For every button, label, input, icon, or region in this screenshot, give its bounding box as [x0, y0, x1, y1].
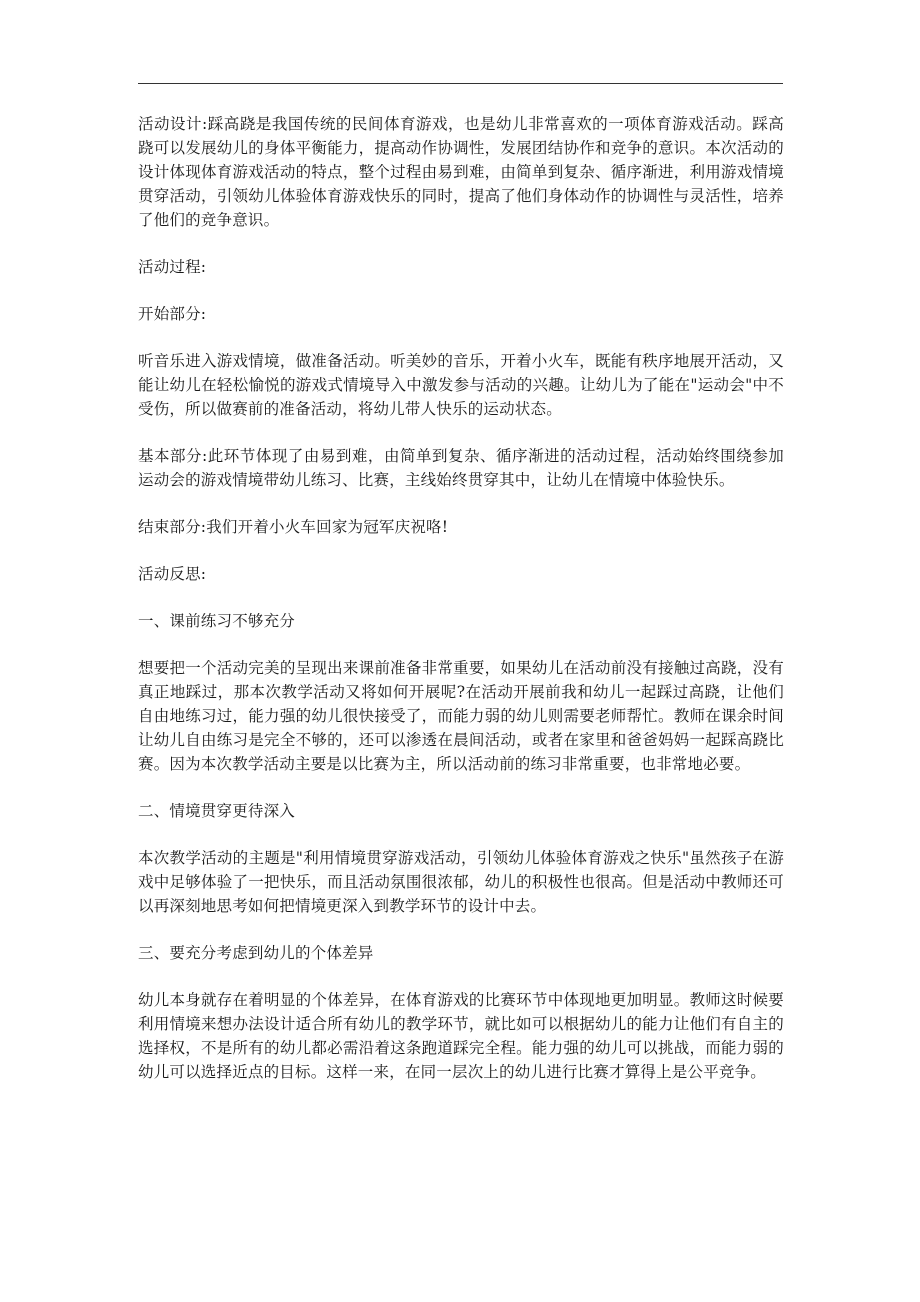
heading-reflection-2: 二、情境贯穿更待深入 — [138, 802, 296, 820]
heading-activity-reflection: 活动反思: — [138, 565, 207, 583]
heading-opening-part: 开始部分: — [138, 305, 207, 323]
heading-reflection-1: 一、课前练习不够充分 — [138, 612, 296, 630]
paragraph-ending-part: 结束部分:我们开着小火车回家为冠军庆祝咯! — [138, 518, 449, 536]
heading-reflection-3: 三、要充分考虑到幼儿的个体差异 — [138, 944, 374, 962]
paragraph-reflection-2: 本次教学活动的主题是"利用情境贯穿游戏活动，引领幼儿体验体育游戏之快乐"虽然孩子在游戏中足够体验了一把快乐，而且活动氛围很浓郁，幼儿的积极性也很高。但是活动中教师还可以再深刻地思考如何把情境更深入到教学环节的设计中去。 — [138, 849, 784, 915]
heading-activity-process: 活动过程: — [138, 258, 207, 276]
paragraph-reflection-3: 幼儿本身就存在着明显的个体差异，在体育游戏的比赛环节中体现地更加明显。教师这时候要利用情境来想办法设计适合所有幼儿的教学环节，就比如可以根据幼儿的能力让他们有自主的选择权，不是所有的幼儿都必需沿着这条跑道踩完全程。能力强的幼儿可以挑战，而能力弱的幼儿可以选择近点的目标。这样一来，在同一层次上的幼儿进行比赛才算得上是公平竞争。 — [138, 991, 784, 1081]
paragraph-activity-design: 活动设计:踩高跷是我国传统的民间体育游戏，也是幼儿非常喜欢的一项体育游戏活动。踩高跷可以发展幼儿的身体平衡能力，提高动作协调性，发展团结协作和竞争的意识。本次活动的设计体现体育游戏活动的特点，整个过程由易到难，由简单到复杂、循序渐进，利用游戏情境贯穿活动，引领幼儿体验体育游戏快乐的同时，提高了他们身体动作的协调性与灵活性，培养了他们的竞争意识。 — [138, 115, 784, 229]
document-body — [138, 112, 784, 1107]
header-rule — [138, 83, 783, 84]
paragraph-reflection-1: 想要把一个活动完美的呈现出来课前准备非常重要，如果幼儿在活动前没有接触过高跷，没有真正地踩过，那本次教学活动又将如何开展呢?在活动开展前我和幼儿一起踩过高跷，让他们自由地练习过，能力强的幼儿很快接受了，而能力弱的幼儿则需要老师帮忙。教师在课余时间让幼儿自由练习是完全不够的，还可以渗透在晨间活动，或者在家里和爸爸妈妈一起踩高跷比赛。因为本次教学活动主要是以比赛为主，所以活动前的练习非常重要，也非常地必要。 — [138, 659, 784, 773]
paragraph-opening-part: 听音乐进入游戏情境，做准备活动。听美妙的音乐，开着小火车，既能有秩序地展开活动，又能让幼儿在轻松愉悦的游戏式情境导入中激发参与活动的兴趣。让幼儿为了能在"运动会"中不受伤，所以做赛前的准备活动，将幼儿带人快乐的运动状态。 — [138, 352, 784, 418]
paragraph-basic-part: 基本部分:此环节体现了由易到难，由简单到复杂、循序渐进的活动过程，活动始终围绕参加运动会的游戏情境带幼儿练习、比赛，主线始终贯穿其中，让幼儿在情境中体验快乐。 — [138, 447, 784, 489]
